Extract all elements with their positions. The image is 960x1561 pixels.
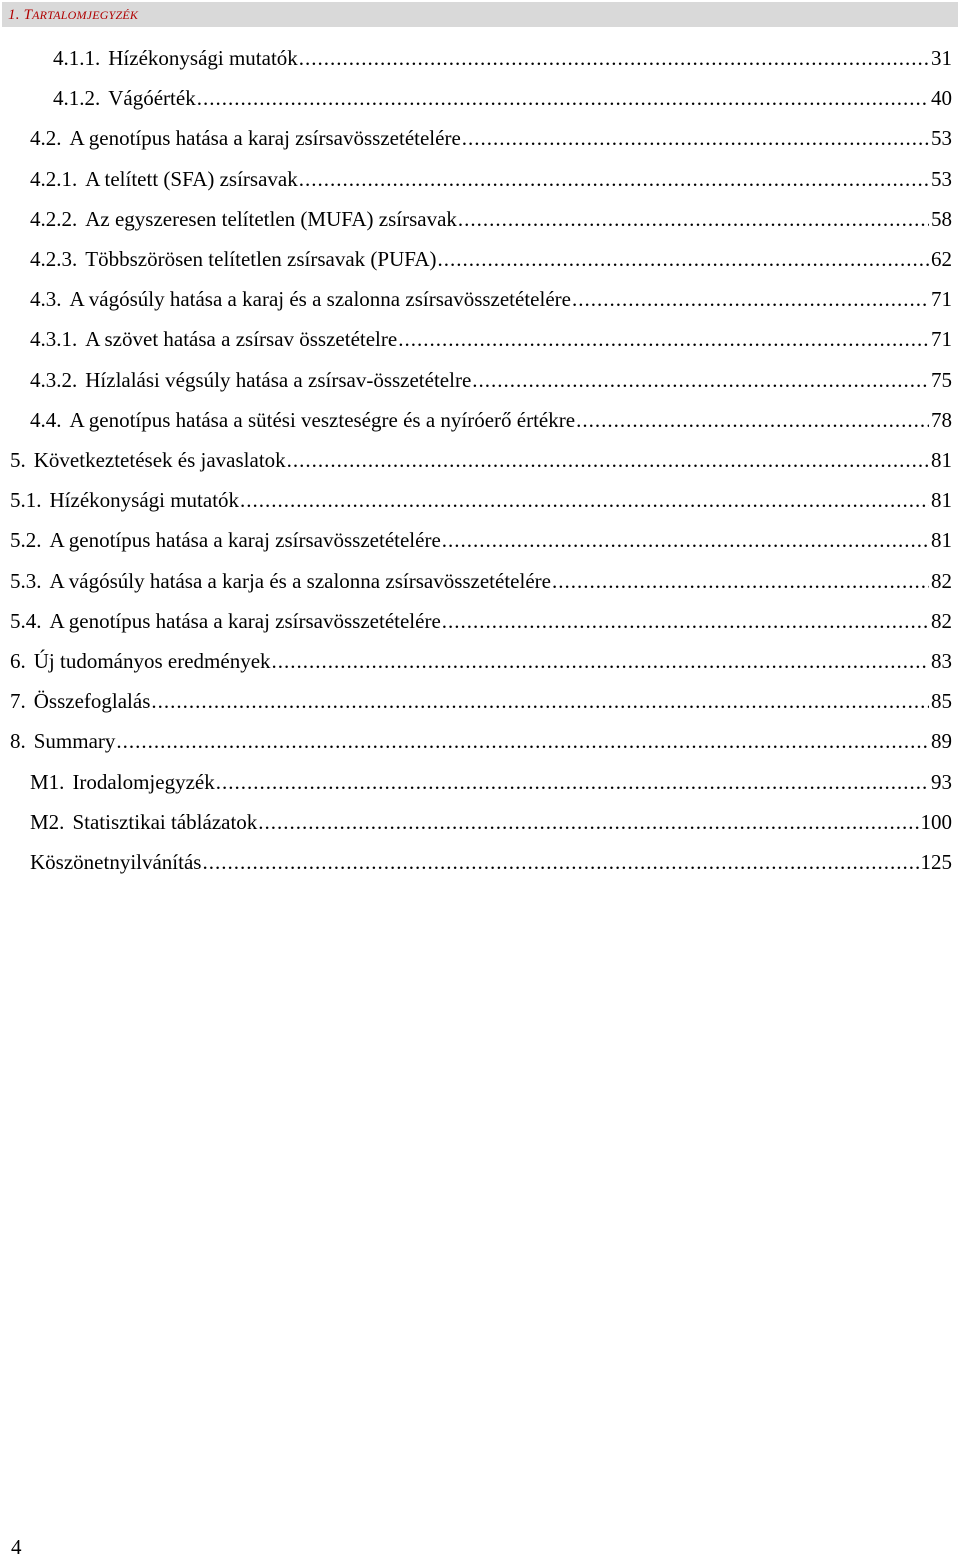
toc-entry[interactable] — [10, 526, 952, 554]
toc-entry[interactable] — [10, 446, 952, 474]
toc-entry-title: Hízlalási végsúly hatása a zsírsav-összetételre — [85, 368, 472, 392]
toc-entry-title: A telített (SFA) zsírsavak — [85, 167, 298, 191]
page-number: 4 — [11, 1535, 22, 1559]
toc-entry-title: A vágósúly hatása a karaj és a szalonna zsírsavösszetételére — [69, 287, 571, 311]
toc-entry-page: 100 — [920, 810, 952, 834]
toc-entry-title: A szövet hatása a zsírsav összetételre — [85, 327, 398, 351]
toc-entry-number: 4.3. — [30, 287, 62, 311]
toc-dot-leader — [151, 687, 929, 715]
toc-entry-number: 4.3.1. — [30, 327, 78, 351]
toc-entry-number: 8. — [10, 729, 26, 753]
toc-dot-leader — [197, 84, 929, 112]
toc-entry[interactable] — [30, 124, 952, 152]
toc-entry[interactable] — [30, 768, 952, 796]
toc-dot-leader — [572, 285, 929, 313]
toc-entry-title: A genotípus hatása a karaj zsírsavösszetételére — [49, 609, 441, 633]
toc-entry[interactable] — [30, 165, 952, 193]
toc-entry-title: Vágóérték — [108, 86, 196, 110]
toc-dot-leader — [462, 124, 929, 152]
toc-dot-leader — [272, 647, 929, 675]
header-title-rest: ARTALOMJEGYZÉK — [32, 8, 139, 22]
toc-entry-number: 5.4. — [10, 609, 42, 633]
toc-entry-page: 53 — [931, 126, 952, 150]
toc-entry-page: 83 — [931, 649, 952, 673]
toc-entry-page: 93 — [931, 770, 952, 794]
toc-entry[interactable] — [30, 325, 952, 353]
header-title-initial: T — [23, 7, 33, 23]
toc-entry-page: 78 — [931, 408, 952, 432]
toc-entry-number: 5. — [10, 448, 26, 472]
toc-entry[interactable] — [53, 44, 952, 72]
toc-entry-page: 75 — [931, 368, 952, 392]
running-header-title — [8, 7, 138, 24]
toc-entry-page: 89 — [931, 729, 952, 753]
toc-entry[interactable] — [53, 84, 952, 112]
toc-entry-page: 81 — [931, 488, 952, 512]
running-header — [2, 2, 958, 27]
toc-entry-page: 81 — [931, 448, 952, 472]
toc-entry-title: Összefoglalás — [33, 689, 151, 713]
toc-entry-title: A vágósúly hatása a karja és a szalonna zsírsavösszetételére — [49, 569, 551, 593]
toc-entry-page: 31 — [931, 46, 952, 70]
toc-dot-leader — [202, 848, 918, 876]
toc-entry-title: A genotípus hatása a karaj zsírsavösszetételére — [49, 528, 441, 552]
toc-entry-number: 6. — [10, 649, 26, 673]
toc-entry-title: A genotípus hatása a karaj zsírsavösszetételére — [69, 126, 461, 150]
toc-entry[interactable] — [30, 245, 952, 273]
toc-entry-page: 71 — [931, 327, 952, 351]
toc-entry-page: 58 — [931, 207, 952, 231]
toc-entry-number: 4.1.1. — [53, 46, 101, 70]
header-chapter-number: 1. — [8, 7, 24, 23]
toc-entry-page: 62 — [931, 247, 952, 271]
toc-entry-page: 40 — [931, 86, 952, 110]
toc-entry-page: 71 — [931, 287, 952, 311]
toc-entry-title: Irodalomjegyzék — [72, 770, 215, 794]
toc-dot-leader — [258, 808, 918, 836]
toc-entry-page: 82 — [931, 569, 952, 593]
toc-dot-leader — [576, 406, 929, 434]
toc-entry-title: Új tudományos eredmények — [33, 649, 271, 673]
toc-entry[interactable] — [30, 848, 952, 876]
toc-entry-number: 4.4. — [30, 408, 62, 432]
toc-entry-page: 53 — [931, 167, 952, 191]
toc-entry-number: M1. — [30, 770, 65, 794]
toc-entry[interactable] — [10, 687, 952, 715]
toc-entry[interactable] — [10, 607, 952, 635]
toc-entry-number: 5.2. — [10, 528, 42, 552]
toc-entry[interactable] — [30, 285, 952, 313]
toc-dot-leader — [472, 366, 929, 394]
toc-entry[interactable] — [30, 406, 952, 434]
toc-dot-leader — [398, 325, 929, 353]
toc-entry-number: 4.1.2. — [53, 86, 101, 110]
toc-entry-number: 7. — [10, 689, 26, 713]
toc-dot-leader — [442, 526, 929, 554]
toc-entry-title: Hízékonysági mutatók — [49, 488, 240, 512]
toc-dot-leader — [458, 205, 929, 233]
toc-entry[interactable] — [10, 486, 952, 514]
toc-entry-number: 5.1. — [10, 488, 42, 512]
toc-entry-number: 4.3.2. — [30, 368, 78, 392]
toc-entry[interactable] — [10, 567, 952, 595]
toc-entry[interactable] — [10, 727, 952, 755]
toc-entry[interactable] — [30, 808, 952, 836]
toc-dot-leader — [240, 486, 929, 514]
toc-entry-title: Az egyszeresen telítetlen (MUFA) zsírsavak — [85, 207, 457, 231]
toc-entry-number: 4.2.3. — [30, 247, 78, 271]
toc-dot-leader — [116, 727, 929, 755]
toc-dot-leader — [287, 446, 929, 474]
toc-entry-number: 4.2.2. — [30, 207, 78, 231]
toc-entry-title: Többszörösen telítetlen zsírsavak (PUFA) — [85, 247, 437, 271]
toc-dot-leader — [552, 567, 929, 595]
toc-entry-title: A genotípus hatása a sütési veszteségre és a nyíróerő értékre — [69, 408, 576, 432]
toc-entry[interactable] — [10, 647, 952, 675]
toc-dot-leader — [299, 165, 929, 193]
toc-entry-page: 82 — [931, 609, 952, 633]
toc-entry-page: 125 — [920, 850, 952, 874]
toc-entry[interactable] — [30, 366, 952, 394]
toc-entry-title: Statisztikai táblázatok — [72, 810, 258, 834]
toc-entry-page: 85 — [931, 689, 952, 713]
toc-entry-title: Köszönetnyilvánítás — [30, 850, 202, 874]
toc-entry-title: Hízékonysági mutatók — [108, 46, 298, 70]
toc-entry[interactable] — [30, 205, 952, 233]
toc-entry-title: Summary — [33, 729, 116, 753]
toc-entry-number: 5.3. — [10, 569, 42, 593]
toc-dot-leader — [442, 607, 929, 635]
toc-dot-leader — [299, 44, 929, 72]
toc-dot-leader — [216, 768, 929, 796]
toc-entry-number: M2. — [30, 810, 65, 834]
toc-dot-leader — [438, 245, 929, 273]
toc-entry-number: 4.2.1. — [30, 167, 78, 191]
toc-entry-number: 4.2. — [30, 126, 62, 150]
toc-entry-title: Következtetések és javaslatok — [33, 448, 286, 472]
toc-entry-page: 81 — [931, 528, 952, 552]
